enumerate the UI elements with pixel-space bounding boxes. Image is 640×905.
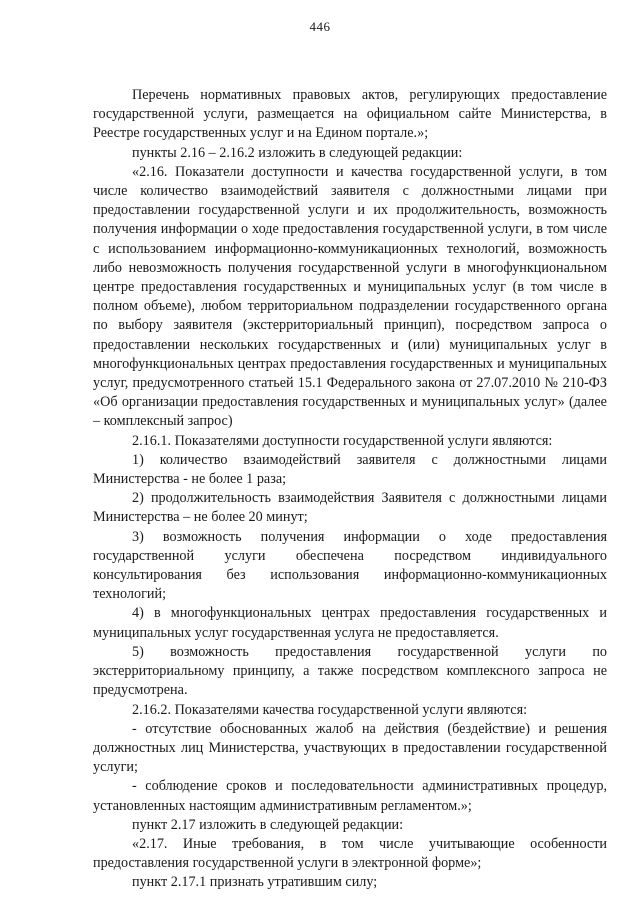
paragraph: «2.16. Показатели доступности и качества государственной услуги, в том числе количество взаимодействий заявителя с должностными лицами при предоставлении государственной услуги и их продолжительность, возможность получения информации о ходе предоставления государственной услуги, в том числе с использованием информационно-коммуникационных технологий, возможность либо невозможность получения государственной услуги в многофункциональном центре предоставления государственных и муниципальных услуг (в том числе в полном объеме), любом территориальном подразделении государственного органа по выбору заявителя (экстерриториальный принцип), посредством запроса о предоставлении нескольких государственных и (или) муниципальных услуг в многофункциональных центрах предоставления государственных и муниципальных услуг, предусмотренного статьей 15.1 Федерального закона от 27.07.2010 № 210-ФЗ «Об организации предоставления государственных и муниципальных услуг» (далее – комплексный запрос) (93, 163, 607, 430)
page-number: 446 (309, 19, 331, 34)
paragraph: 1) количество взаимодействий заявителя с должностными лицами Министерства - не более 1 раза; (93, 451, 607, 488)
paragraph: «2.17. Иные требования, в том числе учитывающие особенности предоставления государственной услуги в электронной форме»; (93, 835, 607, 872)
paragraph: пункт 2.17.1 признать утратившим силу; (132, 874, 378, 891)
paragraph: - отсутствие обоснованных жалоб на действия (бездействие) и решения должностных лиц Министерства, участвующих в предоставлении государственной услуги; (93, 720, 607, 776)
paragraph: 2) продолжительность взаимодействия Заявителя с должностными лицами Министерства – не более 20 минут; (93, 490, 607, 526)
paragraph: пункт 2.17 изложить в следующей редакции: (132, 816, 404, 833)
paragraph: 4) в многофункциональных центрах предоставления государственных и муниципальных услуг государственная услуга не предоставляется. (93, 605, 607, 641)
paragraph: - соблюдение сроков и последовательности административных процедур, установленных настоящим административным регламентом.»; (93, 778, 607, 814)
paragraph: 2.16.2. Показателями качества государственной услуги являются: (132, 701, 528, 718)
paragraph: 2.16.1. Показателями доступности государственной услуги являются: (132, 432, 553, 449)
paragraph: Перечень нормативных правовых актов, регулирующих предоставление государственной услуги, размещается на официальном сайте Министерства, в Реестре государственных услуг и на Едином портале.»; (93, 87, 607, 142)
document-body (93, 86, 607, 893)
paragraph: 5) возможность предоставления государственной услуги по экстерриториальному принципу, а также посредством комплексного запроса не предусмотрена. (93, 643, 607, 699)
paragraph: пункты 2.16 – 2.16.2 изложить в следующей редакции: (132, 144, 463, 161)
paragraph: 3) возможность получения информации о ходе предоставления государственной услуги обеспечена посредством индивидуального консультирования без использования информационно-коммуникационных технологий; (93, 528, 607, 603)
